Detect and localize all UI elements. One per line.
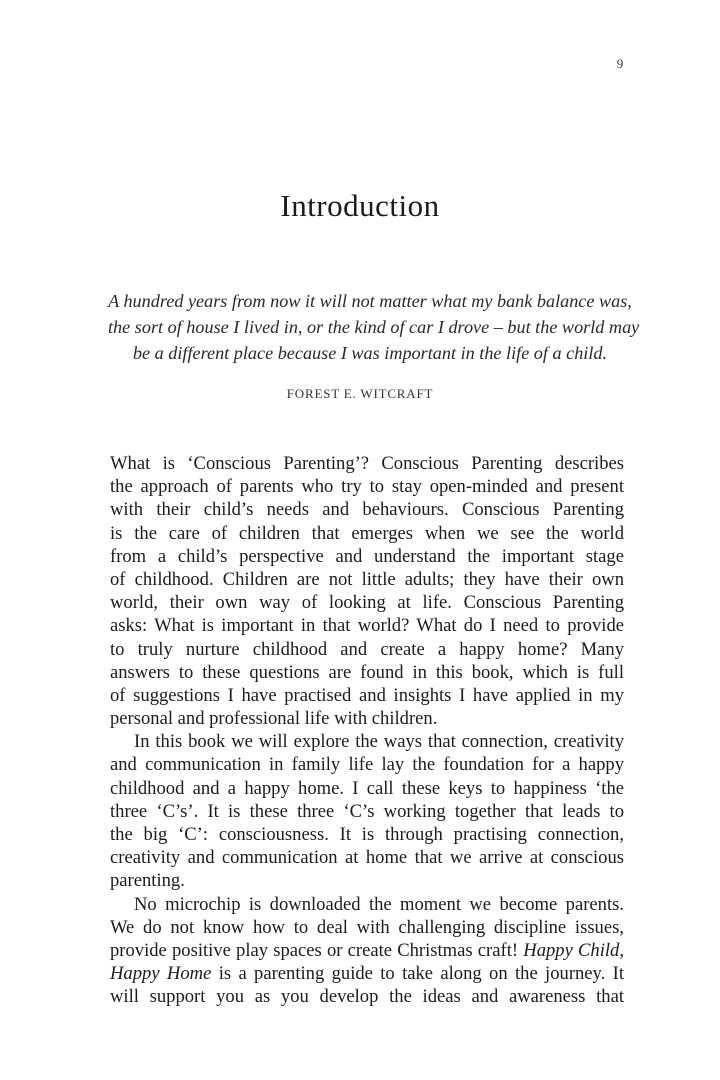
text-line: of suggestions I have practised and insights I have applied in my xyxy=(110,684,624,706)
chapter-title: Introduction xyxy=(280,188,440,223)
text-line: to truly nurture childhood and create a happy home? Many xyxy=(110,638,624,660)
epigraph-line: be a different place because I was important in the life of a child. xyxy=(132,343,608,363)
text-line: parenting. xyxy=(110,870,185,892)
text-line: childhood and a happy home. I call these keys to happiness ‘the xyxy=(110,777,624,799)
paragraph-2 xyxy=(110,730,624,892)
text-line: No microchip is downloaded the moment we become parents. xyxy=(134,893,624,915)
paragraph-3 xyxy=(110,893,624,1009)
text-segment: is a parenting guide to take along on the journey. It xyxy=(218,963,625,985)
text-line: We do not know how to deal with challenging discipline issues, xyxy=(110,916,624,938)
text-line: from a child’s perspective and understand the important stage xyxy=(110,545,624,567)
epigraph-line: the sort of house I lived in, or the kind of car I drove – but the world may xyxy=(108,317,640,337)
epigraph-attribution: FOREST E. WITCRAFT xyxy=(286,386,434,401)
text-segment: provide positive play spaces or create Christmas craft! xyxy=(110,939,519,961)
text-line: answers to these questions are found in this book, which is full xyxy=(110,661,624,683)
text-line: personal and professional life with children. xyxy=(110,708,438,730)
epigraph-line: A hundred years from now it will not matter what my bank balance was, xyxy=(108,291,632,311)
text-line: What is ‘Conscious Parenting’? Conscious Parenting describes xyxy=(110,453,624,474)
text-line: of childhood. Children are not little adults; they have their own xyxy=(110,568,624,590)
text-line: with their child’s needs and behaviours. Conscious Parenting xyxy=(110,499,624,521)
epigraph xyxy=(108,288,640,366)
page-number: 9 xyxy=(616,56,624,71)
text-line: asks: What is important in that world? What do I need to provide xyxy=(110,615,624,637)
text-line: will support you as you develop the ideas and awareness that xyxy=(110,986,624,1008)
text-line: the big ‘C’: consciousness. It is through practising connection, xyxy=(110,824,624,845)
text-line: is the care of children that emerges when we see the world xyxy=(110,522,624,544)
text-line: world, their own way of looking at life. Conscious Parenting xyxy=(110,592,624,614)
paragraph-1 xyxy=(110,452,624,730)
book-title-italic: Happy Child, xyxy=(523,939,625,961)
book-title-italic: Happy Home xyxy=(110,963,212,985)
text-line: three ‘C’s’. It is these three ‘C’s working together that leads to xyxy=(110,800,624,822)
text-line: the approach of parents who try to stay open-minded and present xyxy=(110,476,624,498)
text-line: creativity and communication at home that we arrive at conscious xyxy=(110,847,624,869)
text-line: In this book we will explore the ways that connection, creativity xyxy=(134,731,624,753)
text-line xyxy=(110,962,624,985)
body-text xyxy=(110,452,624,1009)
text-line: and communication in family life lay the foundation for a happy xyxy=(110,754,624,776)
text-line xyxy=(110,939,624,962)
